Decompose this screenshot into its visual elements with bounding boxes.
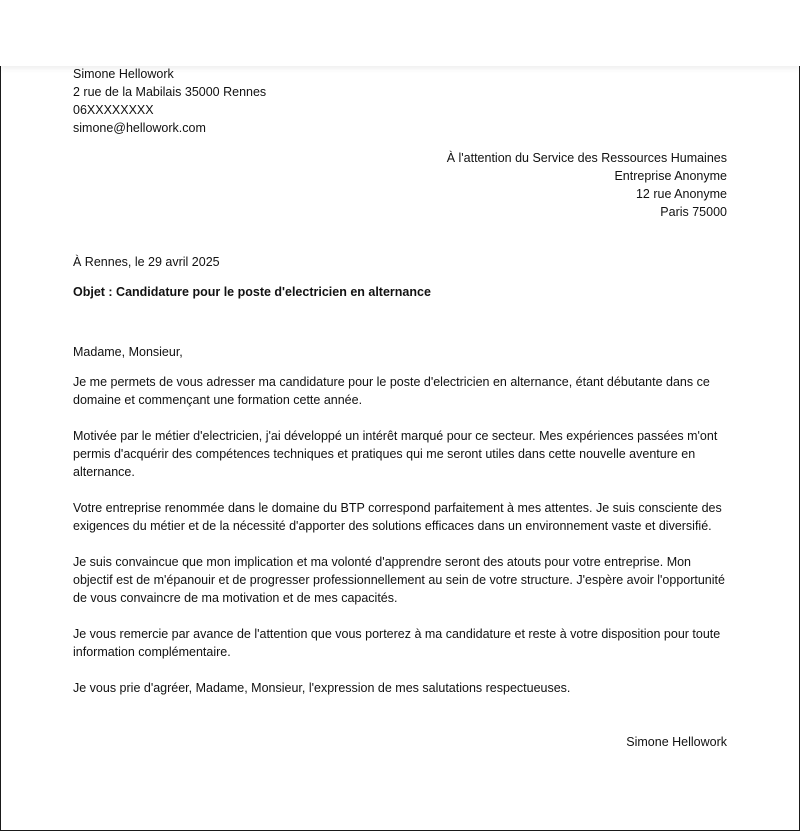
date-line: À Rennes, le 29 avril 2025 — [73, 255, 220, 269]
sender-name: Simone Hellowork — [73, 67, 174, 81]
recipient-attention: À l'attention du Service des Ressources Humaines — [446, 151, 727, 165]
letter-content — [73, 65, 727, 751]
recipient-block — [73, 149, 727, 221]
paragraph-motivation: Motivée par le métier d'electricien, j'ai développé un intérêt marqué pour ce secteur. Mes expériences passées m'ont permis d'acquérir des compétences techniques et pratiques qui me seront utiles dans cette nouvelle aventure en alternance. — [73, 429, 718, 479]
paragraph-thanks: Je vous remercie par avance de l'attention que vous porterez à ma candidature et reste à votre disposition pour toute information complémentaire. — [73, 627, 721, 659]
paragraph-company: Votre entreprise renommée dans le domaine du BTP correspond parfaitement à mes attentes. Je suis consciente des exigences du métier et de la nécessité d'apporter des solutions efficaces dans un environnement vaste et diversifié. — [73, 501, 722, 533]
sender-block — [73, 65, 727, 137]
recipient-company: Entreprise Anonyme — [614, 169, 727, 183]
sender-phone: 06XXXXXXXX — [73, 103, 154, 117]
recipient-street: 12 rue Anonyme — [635, 187, 727, 201]
recipient-city: Paris 75000 — [660, 205, 727, 219]
paragraph-conviction: Je suis convaincue que mon implication et ma volonté d'apprendre seront des atouts pour votre entreprise. Mon objectif est de m'épanouir et de progresser professionnellement au sein de votre structure. J'espère avoir l'opportunité de vous convaincre de ma motivation et de mes capacités. — [73, 555, 725, 605]
sender-address: 2 rue de la Mabilais 35000 Rennes — [73, 85, 267, 99]
paragraph-intro: Je me permets de vous adresser ma candidature pour le poste d'electricien en alternance, étant débutante dans ce domaine et commençant une formation cette année. — [73, 375, 710, 407]
salutation: Madame, Monsieur, — [73, 345, 183, 359]
signature: Simone Hellowork — [626, 735, 727, 749]
top-toolbar-area — [0, 0, 800, 66]
subject-line: Objet : Candidature pour le poste d'electricien en alternance — [73, 285, 431, 299]
sender-email: simone@hellowork.com — [73, 121, 206, 135]
paragraph-closing: Je vous prie d'agréer, Madame, Monsieur, l'expression de mes salutations respectueuses. — [73, 681, 571, 695]
